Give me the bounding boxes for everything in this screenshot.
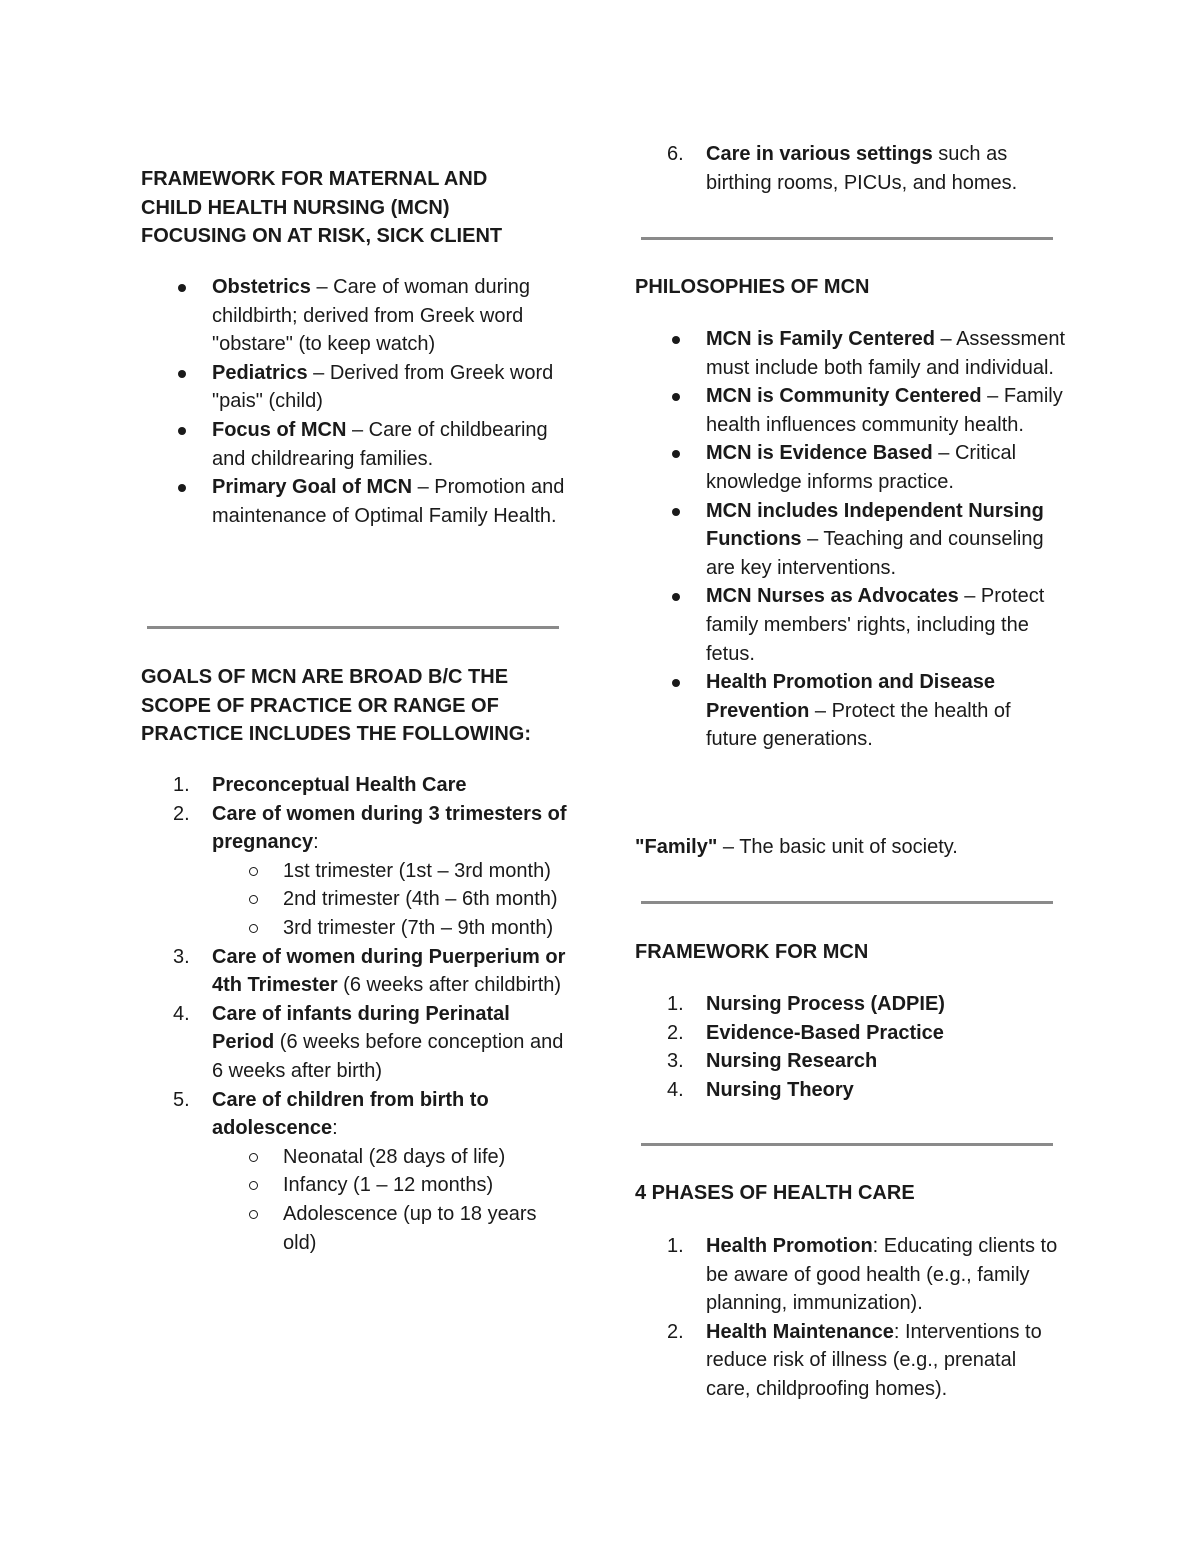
term: Health Promotion	[706, 1235, 873, 1257]
definition: :	[313, 831, 319, 854]
list-item	[141, 1000, 571, 1086]
divider	[641, 901, 1053, 904]
list-item	[141, 473, 571, 530]
definition: – Teaching and counseling are key interventions.	[706, 528, 1044, 579]
list-item	[141, 416, 571, 473]
term: Obstetrics	[212, 276, 311, 298]
list-number: 2.	[667, 1320, 684, 1343]
list-item	[635, 140, 1065, 197]
definition: (6 weeks after childbirth)	[337, 974, 562, 997]
age-stage-sublist	[212, 1143, 571, 1257]
divider	[641, 1143, 1053, 1146]
definition: – Care of woman during childbirth; derived from Greek word "obstare" (to keep watch)	[212, 276, 530, 356]
term: MCN is Family Centered	[706, 328, 935, 350]
term: Focus of MCN	[212, 418, 347, 441]
term: Care of women during 3 trimesters of pregnancy	[212, 802, 567, 854]
divider	[147, 626, 559, 629]
sublist-item: Adolescence (up to 18 years old)	[212, 1200, 571, 1257]
list-item	[635, 582, 1065, 668]
divider	[641, 237, 1053, 240]
trimester-sublist	[212, 857, 571, 943]
term: MCN includes Independent Nursing Functions	[706, 499, 1044, 551]
list-item	[141, 1086, 571, 1258]
list-item	[141, 359, 571, 416]
definition: – Critical knowledge informs practice.	[706, 442, 1017, 493]
list-item	[635, 1076, 945, 1105]
sublist-item: 2nd trimester (4th – 6th month)	[212, 885, 571, 914]
list-item	[141, 273, 571, 359]
list-number: 6.	[667, 143, 684, 165]
list-item	[635, 1019, 945, 1048]
term: Evidence-Based Practice	[706, 1021, 944, 1044]
definition: – Family health influences community health.	[706, 385, 1063, 436]
list-number: 2.	[667, 1021, 684, 1044]
sublist-item: Neonatal (28 days of life)	[212, 1143, 571, 1172]
list-number: 1.	[173, 774, 190, 796]
list-item	[635, 990, 945, 1019]
definition: such as birthing rooms, PICUs, and homes.	[706, 143, 1018, 194]
list-item	[635, 382, 1065, 439]
list-number: 4.	[667, 1078, 684, 1101]
term: MCN Nurses as Advocates	[706, 585, 959, 608]
list-number: 2.	[173, 802, 190, 825]
list-number: 5.	[173, 1088, 190, 1111]
term: MCN is Community Centered	[706, 385, 982, 408]
term: Nursing Theory	[706, 1078, 854, 1101]
definition: – Derived from Greek word "pais" (child)	[212, 361, 554, 413]
framework-list	[635, 990, 945, 1104]
list-item	[635, 497, 1065, 583]
sublist-item: 1st trimester (1st – 3rd month)	[212, 857, 571, 886]
term: Nursing Research	[706, 1050, 878, 1073]
list-item	[635, 325, 1065, 382]
list-number: 1.	[667, 993, 684, 1015]
term: Primary Goal of MCN	[212, 476, 413, 499]
definition: – Protect family members' rights, including the fetus.	[706, 585, 1045, 665]
phases-list	[635, 1232, 1065, 1404]
goals-list	[141, 771, 571, 1257]
list-number: 3.	[667, 1050, 684, 1073]
definition: – Promotion and maintenance of Optimal Family Health.	[212, 476, 565, 527]
goals-list-continued	[635, 140, 1065, 197]
term: Preconceptual Health Care	[212, 774, 467, 796]
definition: : Interventions to reduce risk of illness (e.g., prenatal care, childproofing homes).	[706, 1320, 1042, 1400]
definition: – Assessment must include both family and individual.	[706, 328, 1066, 379]
term: Care of children from birth to adolescence	[212, 1088, 489, 1140]
list-number: 4.	[173, 1002, 190, 1025]
term: Care in various settings	[706, 143, 933, 165]
list-item	[635, 1318, 1065, 1404]
heading-philosophies: PHILOSOPHIES OF MCN	[635, 276, 870, 298]
list-item	[635, 668, 1065, 754]
term: Health Promotion and Disease Prevention	[706, 671, 995, 722]
term: MCN is Evidence Based	[706, 442, 933, 465]
term: Pediatrics	[212, 361, 308, 384]
definition: (6 weeks before conception and 6 weeks after birth)	[212, 1031, 564, 1082]
family-definition	[635, 833, 958, 862]
list-item	[635, 1232, 1065, 1318]
definitions-list	[141, 273, 571, 530]
list-item	[635, 1047, 945, 1076]
heading-goals-of-mcn: GOALS OF MCN ARE BROAD B/C THE SCOPE OF PRACTICE OR RANGE OF PRACTICE INCLUDES THE FOLLOWING:	[141, 666, 531, 745]
definition: – The basic unit of society.	[717, 836, 958, 858]
definition: – Protect the health of future generations.	[706, 699, 1011, 751]
philosophies-list	[635, 325, 1065, 754]
sublist-item: Infancy (1 – 12 months)	[212, 1171, 571, 1200]
term: "Family"	[635, 836, 718, 858]
term: Health Maintenance	[706, 1320, 894, 1343]
sublist-item: 3rd trimester (7th – 9th month)	[212, 914, 571, 943]
definition: :	[332, 1117, 338, 1140]
list-number: 1.	[667, 1235, 684, 1257]
list-item	[141, 800, 571, 943]
heading-phases: 4 PHASES OF HEALTH CARE	[635, 1182, 915, 1204]
list-number: 3.	[173, 945, 190, 968]
list-item	[141, 771, 571, 800]
definition: : Educating clients to be aware of good health (e.g., family planning, immunization).	[706, 1235, 1058, 1315]
term: Nursing Process (ADPIE)	[706, 993, 945, 1015]
heading-framework-mcn: FRAMEWORK FOR MCN	[635, 941, 869, 963]
term: Care of infants during Perinatal Period	[212, 1002, 510, 1054]
list-item	[141, 943, 571, 1000]
term: Care of women during Puerperium or 4th Trimester	[212, 945, 566, 997]
heading-framework-mch: FRAMEWORK FOR MATERNAL AND CHILD HEALTH NURSING (MCN) FOCUSING ON AT RISK, SICK CLIENT	[141, 168, 503, 247]
list-item	[635, 439, 1065, 496]
definition: – Care of childbearing and childrearing families.	[212, 418, 548, 470]
